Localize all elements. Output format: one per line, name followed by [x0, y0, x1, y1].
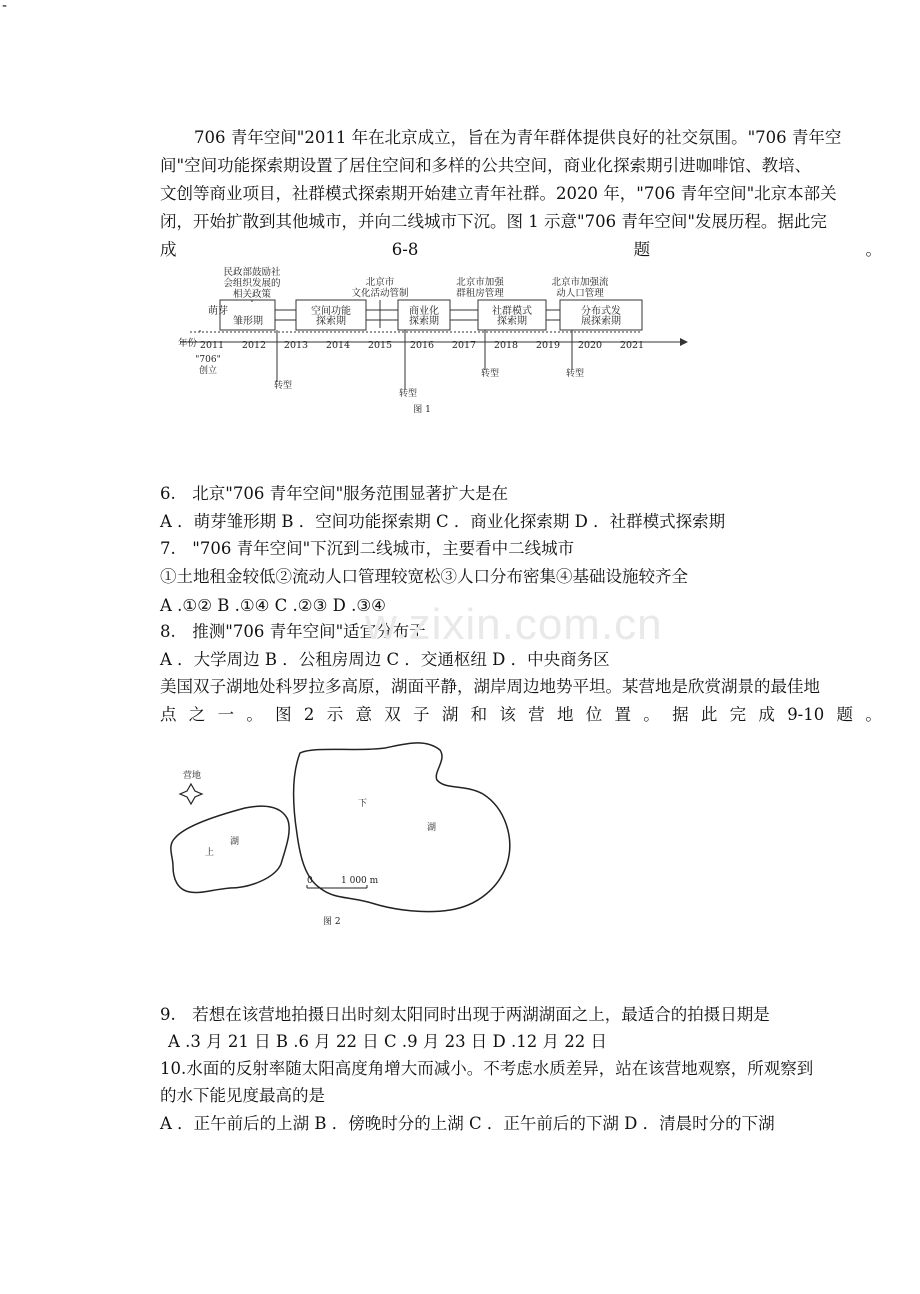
passage-char: 9-10 — [787, 705, 825, 724]
year-label: 2021 — [619, 340, 645, 351]
passage-char: 。 — [643, 705, 660, 724]
campsite-label: 营地 — [183, 771, 202, 781]
lower-lake-label: 湖 — [427, 823, 437, 833]
passage-char: 双 — [384, 705, 401, 724]
question-7-stem: 7. "706 青年空间"下沉到二线城市，主要看中二线城市 — [160, 539, 575, 558]
upper-lake-label: 上 — [205, 848, 215, 858]
lower-lake-label: 下 — [358, 799, 368, 809]
year-label: 2013 — [283, 340, 309, 351]
year-label: 2019 — [535, 340, 561, 351]
passage-char: 置 — [614, 705, 631, 724]
intro-line: 闭，开始扩散到其他城市，并向二线城市下沉。图 1 示意"706 青年空间"发展历程。据此完 — [160, 212, 827, 231]
passage-char: 之 — [188, 705, 206, 724]
campsite-icon — [180, 784, 202, 804]
year-label: 2011 — [199, 340, 225, 351]
passage-char: 。 — [865, 705, 882, 724]
axis-label: 年份 — [178, 338, 198, 349]
intro-line: 706 青年空间"2011 年在北京成立，旨在为青年群体提供良好的社交氛围。"706 青年空 — [194, 128, 842, 147]
stage-label: 空间功能 — [311, 306, 351, 317]
passage-2-line-1: 美国双子湖地处科罗拉多高原，湖面平静，湖岸周边地势平坦。某营地是欣赏湖景的最佳地 — [160, 677, 820, 696]
passage-char: 题 — [836, 705, 854, 724]
passage-char: 地 — [556, 705, 574, 724]
passage-char: 和 — [470, 705, 488, 724]
founded-label: "706" — [195, 355, 221, 365]
question-7-items: ①土地租金较低②流动人口管理较宽松③人口分布密集④基础设施较齐全 — [160, 567, 688, 586]
passage-char: 子 — [413, 705, 430, 724]
passage-char: 一 — [217, 705, 235, 724]
figure-1-timeline — [160, 262, 880, 462]
stage-label: 萌芽 — [208, 306, 228, 317]
upper-lake — [171, 806, 289, 892]
axis-arrow — [680, 338, 688, 346]
passage-char: 该 — [499, 705, 516, 724]
stage-label: 分布式发 — [581, 306, 621, 317]
year-label: 2015 — [367, 340, 393, 351]
question-6-options: A ．萌芽雏形期 B ．空间功能探索期 C ．商业化探索期 D ．社群模式探索期 — [160, 512, 726, 531]
lower-lake — [294, 743, 510, 912]
year-label: 2017 — [451, 340, 477, 351]
passage-2-line-2 — [160, 703, 882, 727]
policy-label: 群租房管理 — [456, 288, 504, 299]
stage-label: 展探索期 — [581, 316, 621, 327]
question-9-stem: 9. 若想在该营地拍摄日出时刻太阳同时出现于两湖湖面之上，最适合的拍摄日期是 — [160, 1005, 770, 1024]
policy-label: 相关政策 — [232, 289, 272, 300]
stage-label: 探索期 — [497, 316, 527, 327]
intro-paragraph — [160, 124, 882, 264]
stage-label: 商业化 — [409, 306, 439, 317]
policy-label: 北京市加强 — [456, 277, 504, 288]
scale-zero: 0 — [307, 876, 313, 886]
transition-label: 转型 — [565, 369, 585, 379]
question-10-options: A ．正午前后的上湖 B ．傍晚时分的上湖 C ．正午前后的下湖 D ．清晨时分的下湖 — [160, 1114, 775, 1133]
stage-label: 探索期 — [316, 316, 346, 327]
transition-label: 转型 — [398, 389, 418, 399]
question-6-stem: 6. 北京"706 青年空间"服务范围显著扩大是在 — [160, 484, 509, 503]
founded-label: 创立 — [198, 366, 218, 376]
policy-label: 动人口管理 — [556, 288, 604, 299]
transition-label: 转型 — [273, 381, 293, 391]
policy-label: 北京市 — [365, 277, 395, 288]
question-10-line-1: 10.水面的反射率随太阳高度角增大而减小。不考虑水质差异，站在该营地观察，所观察到 — [160, 1059, 814, 1078]
passage-char: 完 — [729, 705, 747, 724]
policy-label: 会组织发展的 — [223, 278, 281, 289]
upper-lake-label: 湖 — [230, 837, 240, 847]
year-label: 2016 — [409, 340, 435, 351]
passage-char: 图 — [275, 705, 292, 724]
question-8-options: A ．大学周边 B ．公租房周边 C ．交通枢纽 D ．中央商务区 — [160, 650, 610, 669]
question-8-stem: 8. 推测"706 青年空间"适宜分布于 — [160, 622, 426, 641]
figure-caption: 图 1 — [413, 405, 431, 415]
passage-char: 据 — [672, 705, 689, 724]
passage-char: 湖 — [441, 705, 459, 724]
passage-char: 成 — [758, 705, 775, 724]
passage-char: 营 — [528, 705, 545, 724]
policy-label: 民政部鼓励社 — [223, 267, 281, 278]
policy-label: 文化活动管制 — [351, 288, 409, 299]
figure-2-map — [155, 738, 535, 938]
scale-label: 1 000 m — [341, 876, 379, 886]
passage-char: 意 — [355, 705, 372, 724]
policy-label: 北京市加强流 — [551, 277, 609, 288]
passage-char: 。 — [246, 705, 263, 724]
passage-char: 示 — [326, 705, 344, 724]
intro-line: 间"空间功能探索期设置了居住空间和多样的公共空间，商业化探索期引进咖啡馆、教培、 — [160, 156, 812, 175]
stage-label: 社群模式 — [492, 306, 532, 317]
passage-char: 位 — [585, 705, 603, 724]
watermark: w.zixin.com.cn — [365, 600, 663, 649]
question-9-options: A .3 月 21 日 B .6 月 22 日 C .9 月 23 日 D .12 月 22 日 — [168, 1032, 607, 1051]
passage-char: 2 — [303, 705, 315, 724]
year-label: 2018 — [493, 340, 519, 351]
year-label: 2020 — [577, 340, 603, 351]
question-10-line-2: 的水下能见度最高的是 — [160, 1086, 325, 1105]
transition-label: 转型 — [480, 369, 500, 379]
corner-mark: - — [2, 0, 8, 14]
question-7-options: A .①② B .①④ C .②③ D .③④ — [160, 596, 386, 615]
year-label: 2012 — [241, 340, 267, 351]
year-label: 2014 — [325, 340, 351, 351]
intro-line: 文创等商业项目，社群模式探索期开始建立青年社群。2020 年，"706 青年空间"北京本部关 — [160, 184, 837, 203]
passage-char: 点 — [160, 705, 177, 724]
passage-char: 此 — [700, 705, 718, 724]
stage-label: 雏形期 — [233, 316, 263, 327]
figure-caption: 图 2 — [323, 917, 341, 927]
intro-last-line: 成 6-8 题 。 — [160, 240, 882, 259]
stage-label: 探索期 — [409, 316, 439, 327]
